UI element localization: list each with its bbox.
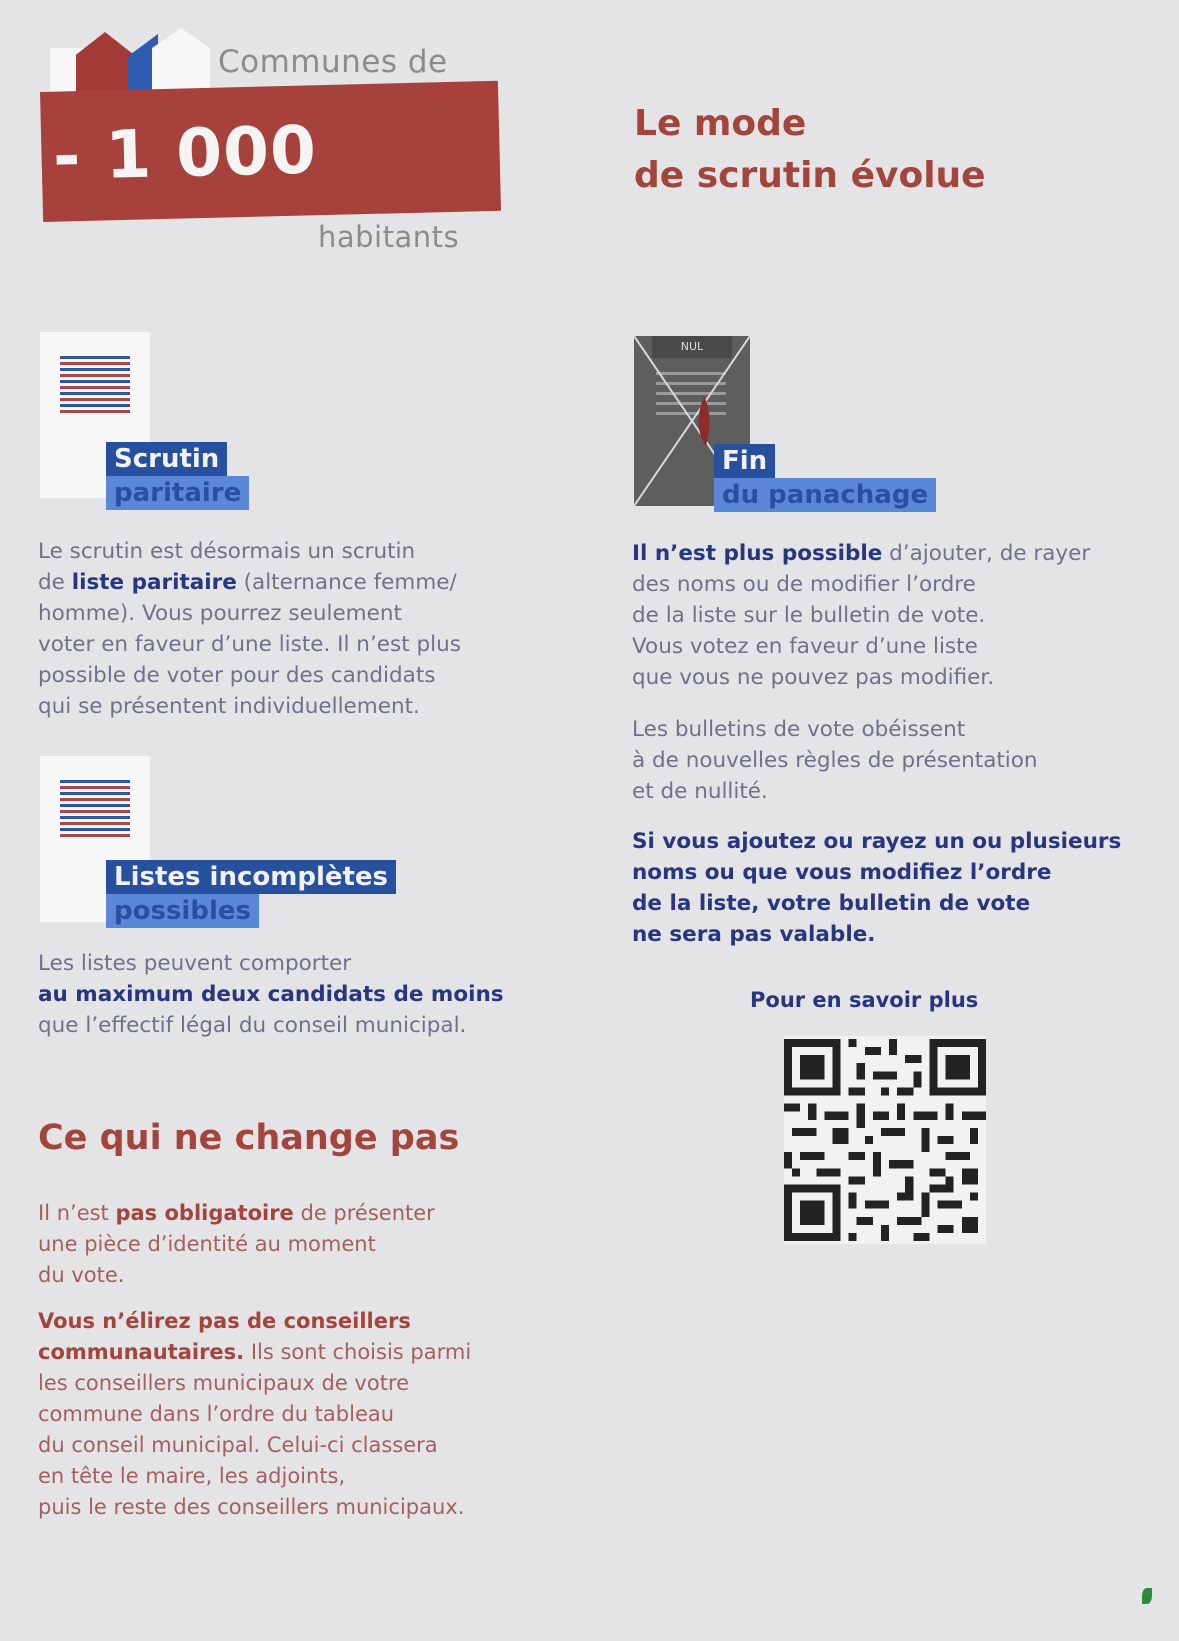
- paritaire-paragraph: Le scrutin est désormais un scrutin de liste paritaire (alternance femme/ homme). Vous pourrez seulement voter en faveur d’une liste. Il n’est plus possible de voter pour des candidats qui se présentent individuellement.: [38, 539, 461, 719]
- qr-code-icon[interactable]: [784, 1036, 986, 1244]
- listes-incompletes-label: Listes incomplètes possibles: [106, 860, 396, 928]
- leaf-icon: [1142, 1588, 1152, 1604]
- unchanged-title: Ce qui ne change pas: [38, 1118, 460, 1158]
- listes-paragraph: Les listes peuvent comporter au maximum deux candidats de moins que l’effectif légal du conseil municipal.: [38, 951, 504, 1038]
- communes-label: Communes de: [218, 44, 448, 80]
- unchanged-paragraph-1: Il n’est pas obligatoire de présenter une pièce d’identité au moment du vote.: [38, 1201, 435, 1287]
- panachage-warning: Si vous ajoutez ou rayez un ou plusieurs noms ou que vous modifiez l’ordre de la liste, votre bulletin de vote ne sera pas valable.: [632, 829, 1122, 947]
- page-title: Le mode de scrutin évolue: [634, 103, 986, 196]
- more-info-label: Pour en savoir plus: [750, 988, 979, 1012]
- panachage-paragraph-1: Il n’est plus possible d’ajouter, de rayer des noms ou de modifier l’ordre de la liste sur le bulletin de vote. Vous votez en faveur d’une liste que vous ne pouvez pas modifier.: [632, 541, 1091, 690]
- population-number: - 1 000: [52, 111, 318, 195]
- habitants-label: habitants: [318, 220, 460, 254]
- fin-panachage-label: Fin du panachage: [714, 444, 936, 512]
- unchanged-paragraph-2: Vous n’élirez pas de conseillers communautaires. Ils sont choisis parmi les conseillers municipaux de votre commune dans l’ordre du tableau du conseil municipal. Celui-ci classera en tête le maire, les adjoints, puis le reste des conseillers municipaux.: [38, 1309, 472, 1519]
- crossed-ballot-icon: NUL: [634, 336, 750, 506]
- scrutin-paritaire-label: Scrutin paritaire: [106, 442, 249, 510]
- panachage-paragraph-2: Les bulletins de vote obéissent à de nouvelles règles de présentation et de nullité.: [632, 717, 1038, 804]
